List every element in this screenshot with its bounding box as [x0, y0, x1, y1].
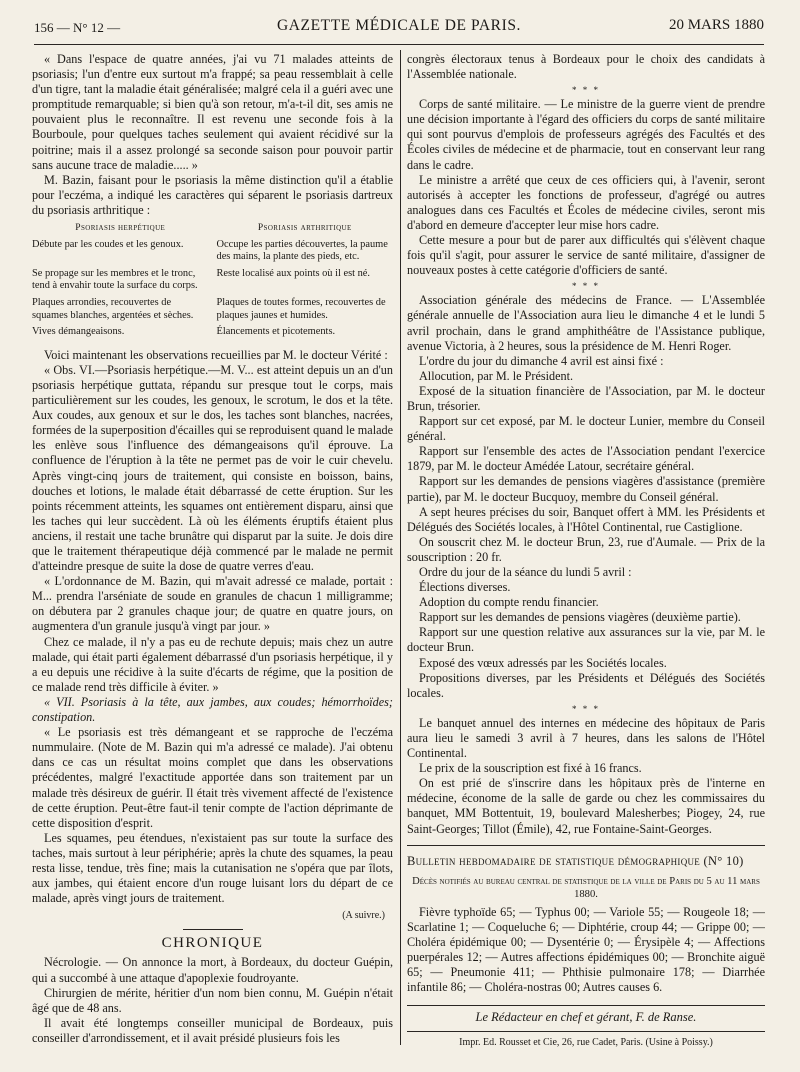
- table-cell: Occupe les parties découvertes, la paume des mains, la plante des pieds, etc.: [216, 238, 388, 263]
- paragraph: Exposé des vœux adressés par les Sociétés locales.: [419, 655, 667, 670]
- section-stars: * * *: [572, 703, 600, 714]
- paragraph: Rapport sur une question relative aux assurances sur la vie, par M. le docteur Brun.: [407, 625, 765, 655]
- section-stars: * * *: [572, 85, 600, 96]
- table-cell: Plaques de toutes formes, recouvertes de plaques jaunes et humides.: [216, 297, 386, 321]
- paragraph: M. Bazin, faisant pour le psoriasis la même distinction qu'il a établie pour l'eczéma, a indiqué les caractères qui séparent le psoriasis dartreux du psoriasis arthritique :: [32, 172, 393, 217]
- left-column: [32, 52, 393, 1062]
- paragraph: On souscrit chez M. le docteur Brun, 23, rue d'Aumale. — Prix de la souscription : 20 fr.: [407, 534, 765, 564]
- editor-line: Le Rédacteur en chef et gérant, F. de Ranse.: [407, 1005, 765, 1025]
- paragraph: « Le psoriasis est très démangeant et se rapproche de l'eczéma nummulaire. (Note de M. Bazin qui m'a adressé ce malade). J'ai obtenu dans ce cas un résultat moins complet que dans les observations précédentes, malgré l'exactitude apportée dans son traitement par un malade très désireux de guérir. Il était très vivement affecté de l'existence de cette éruption. Peut-être faut-il tenir compte de l'action déprimante de cette disposition d'esprit.: [32, 725, 393, 830]
- paragraph: Rapport sur cet exposé, par M. le docteur Lunier, membre du Conseil général.: [407, 414, 765, 444]
- paragraph: Rapport sur les demandes de pensions viagères d'assistance (première partie), par M. le docteur Bucquoy, membre du Conseil général.: [407, 474, 765, 504]
- paragraph: A sept heures précises du soir, Banquet offert à MM. les Présidents et Délégués des Sociétés locales, à l'Hôtel Continental, rue Castiglione.: [407, 504, 765, 534]
- paragraph: Le prix de la souscription est fixé à 16 francs.: [419, 761, 642, 776]
- paragraph: Le banquet annuel des internes en médecine des hôpitaux de Paris aura lieu le samedi 3 avril à 7 heures, dans les salons de l'Hôtel Continental.: [407, 715, 765, 761]
- table-header: Psoriasis arthritique: [257, 223, 352, 234]
- paragraph: « VII. Psoriasis à la tête, aux jambes, aux coudes; hémorrhoïdes; constipation.: [32, 694, 393, 725]
- stats-title: Bulletin hebdomadaire de statistique démographique (N° 10): [407, 853, 744, 868]
- paragraph: Ordre du jour de la séance du lundi 5 avril :: [419, 565, 632, 579]
- separator: [183, 929, 243, 930]
- stats-body: Fièvre typhoïde 65; — Typhus 00; — Variole 55; — Rougeole 18; — Scarlatine 1; — Coqueluche 6; — Diphtérie, croup 44; — Grippe 00; — Choléra épidémique 00; — Dysentérie 0; — Érysipèle 4; — Affections puerpérales 12; — Autres affections épidémiques 00; — Bronchite aiguë 65; — Pneumonie 411; — Phthisie pulmonaire 178; — Diarrhée infantile 86; — Choléra-nostras 00; Autres causes 6.: [407, 904, 765, 995]
- table-cell: Reste localisé aux points où il est né.: [216, 267, 371, 279]
- stats-subtitle: Décès notifiés au bureau central de statistique de la ville de Paris du 5 au 11 mars 1880.: [412, 875, 760, 900]
- separator: [407, 845, 765, 846]
- section-stars: * * *: [572, 281, 600, 292]
- column-divider: [400, 50, 401, 1045]
- paragraph: Cette mesure a pour but de parer aux difficultés qui s'élèvent chaque fois qu'il s'agit, pour assurer le service de santé militaire, d'assigner de nouveaux postes à cette catégorie d'officiers de santé.: [407, 233, 765, 278]
- paragraph: Nécrologie. — On annonce la mort, à Bordeaux, du docteur Guépin, qui a succombé à une attaque d'apoplexie foudroyante.: [32, 955, 393, 985]
- paragraph: Chez ce malade, il n'y a pas eu de rechute depuis; mais chez un autre malade, qui était parti également débarrassé d'un psoriasis herpétique, il y a eu depuis une récidive à la suite d'écarts de régime, que la position de ce malade rend très difficile à éviter. »: [32, 634, 393, 694]
- paragraph: Il avait été longtemps conseiller municipal de Bordeaux, puis conseiller d'arrondissement, et il avait présidé plusieurs fois les: [32, 1015, 393, 1045]
- paragraph: Le ministre a arrêté que ceux de ces officiers qui, à l'avenir, seront autorisés à accepter les fonctions de professeur, d'agrégé ou autres analogues dans ces Facultés et Écoles de médecine civiles, seront mis d'abord en demeure d'accepter leur mise hors cadre.: [407, 172, 765, 232]
- paragraph: « L'ordonnance de M. Bazin, qui m'avait adressé ce malade, portait : M... prendra l'arséniate de soude en granules de chacun 1 milligramme; on débutera par 2 granules chaque jour; de quatre en quatre jours, on augmentera d'un granule jusqu'à vingt par jour. »: [32, 574, 393, 634]
- paragraph: Rapport sur les demandes de pensions viagères (deuxième partie).: [419, 610, 741, 625]
- paragraph: Rapport sur l'ensemble des actes de l'Association pendant l'exercice 1879, par M. le docteur Amédée Latour, secrétaire général.: [407, 444, 765, 474]
- paragraph: Les squames, peu étendues, n'existaient pas sur toute la surface des taches, mais surtout à leur périphérie; après la chute des squames, la peau resta lisse, tendue, très fine; mais la cutanisation ne s'opéra que par îlots, aux jambes, qui étaient encore d'un rouge luisant lors du départ de ce malade, après vingt jours de traitement.: [32, 830, 393, 906]
- page-header: [34, 16, 764, 45]
- paragraph: L'ordre du jour du dimanche 4 avril est ainsi fixé :: [419, 353, 664, 368]
- paragraph: Adoption du compte rendu financier.: [419, 595, 599, 610]
- paragraph: Association générale des médecins de France. — L'Assemblée générale annuelle de l'Association aura lieu le dimanche 4 et le lundi 5 avril prochain, dans le grand amphithéâtre de l'Assistance publique, avenue Victoria, à 2 heures, sous la présidence de M. Henri Roger.: [407, 293, 765, 353]
- paragraph: Corps de santé militaire. — Le ministre de la guerre vient de prendre une décision importante à l'égard des officiers du corps de santé militaire qui sont pourvus d'emplois de professeurs agrégés des Facultés et des Écoles civiles de médecine et de pharmacie, tout en conservant leur rang dans le cadre.: [407, 97, 765, 172]
- table-cell: Débute par les coudes et les genoux.: [32, 238, 184, 250]
- paragraph: congrès électoraux tenus à Bordeaux pour le choix des candidats à l'Assemblée nationale.: [407, 52, 765, 82]
- table-cell: Vives démangeaisons.: [32, 326, 125, 338]
- paragraph: Élections diverses.: [419, 580, 511, 595]
- table-cell: Élancements et picotements.: [216, 326, 336, 338]
- paragraph: Chirurgien de mérite, héritier d'un nom bien connu, M. Guépin n'était âgé que de 48 ans.: [32, 985, 393, 1015]
- paragraph: Voici maintenant les observations recueillies par M. le docteur Vérité :: [44, 347, 388, 362]
- table-header: Psoriasis herpétique: [75, 223, 166, 234]
- paragraph: « Dans l'espace de quatre années, j'ai vu 71 malades atteints de psoriasis; l'un d'entre eux surtout m'a frappé; sa peau ressemblait à celle d'un tigre, tant la maladie était généralisée; malgré cela il a guéri avec une promptitude remarquable; si bien qu'à son retour, m'a-t-il dit, ses amis ne pouvaient plus le reconnaître. Il est revenu une seconde fois à la Bourboule, pour quelques taches seulement qui avaient récidivé sur la poitrine; mais il a assez prolongé sa seconde saison pour pouvoir partir sans aucune trace de maladie..... »: [32, 52, 393, 172]
- to-be-continued: (A suivre.): [342, 910, 385, 922]
- paragraph: Exposé de la situation financière de l'Association, par M. le docteur Brun, trésorier.: [407, 383, 765, 413]
- printer-imprint: Impr. Ed. Rousset et Cie, 26, rue Cadet, Paris. (Usine à Poissy.): [407, 1031, 765, 1050]
- paragraph: Propositions diverses, par les Présidents et Délégués des Sociétés locales.: [407, 670, 765, 700]
- table-cell: Plaques arrondies, recouvertes de squames blanches, argentées et sèches.: [32, 297, 194, 321]
- section-title: CHRONIQUE: [161, 935, 264, 952]
- paragraph: On est prié de s'inscrire dans les hôpitaux près de l'interne en médecine, économe de la salle de garde ou chez les commissaires du banquet, MM Bottentuit, 19, boulevard Malesherbes; Piogey, 24, rue Saint-Georges; Tillot (Émile), 42, rue Fontaine-Saint-Georges.: [407, 776, 765, 836]
- comparison-table: [32, 222, 393, 342]
- right-column: [407, 52, 765, 1062]
- journal-title: GAZETTE MÉDICALE DE PARIS.: [276, 17, 522, 34]
- paragraph: Allocution, par M. le Président.: [419, 368, 574, 383]
- page-number: 156 — N° 12 —: [34, 20, 121, 35]
- issue-date: 20 MARS 1880: [668, 17, 764, 33]
- paragraph: « Obs. VI.—Psoriasis herpétique.—M. V... est atteint depuis un an d'un psoriasis herpétique guttata, répandu sur presque tout le corps, mais particulièrement sur les coudes, les genoux, le scrotum, le dos et la tête. Aux coudes, aux genoux et sur le dos, les taches sont blanches, nacrées, formées de la superposition d'écailles qui se reproduisent quand le malade les enlève sous l'influence des démangeaisons qu'il éprouve. La confluence de l'éruption à la tête ne permet pas de voir le cuir chevelu. Après vingt-cinq jours de traitement, qui consiste en boisson, bains, douches et lotions, le malade était débarrassé de cette éruption. Sur les points récemment atteints, les squames ont entièrement disparu, ainsi que les taches qui leur succèdent. Là où les éléments éruptifs étaient plus anciens, il restait une tache brunâtre qui disparut par la suite. Je dois dire que le traitement thérapeutique déjà commencé par le malade ne permit d'atteindre presque de suite la dose de quatre verres d'eau.: [32, 362, 393, 574]
- table-cell: Se propage sur les membres et le tronc, tend à envahir toute la surface du corps.: [32, 267, 198, 292]
